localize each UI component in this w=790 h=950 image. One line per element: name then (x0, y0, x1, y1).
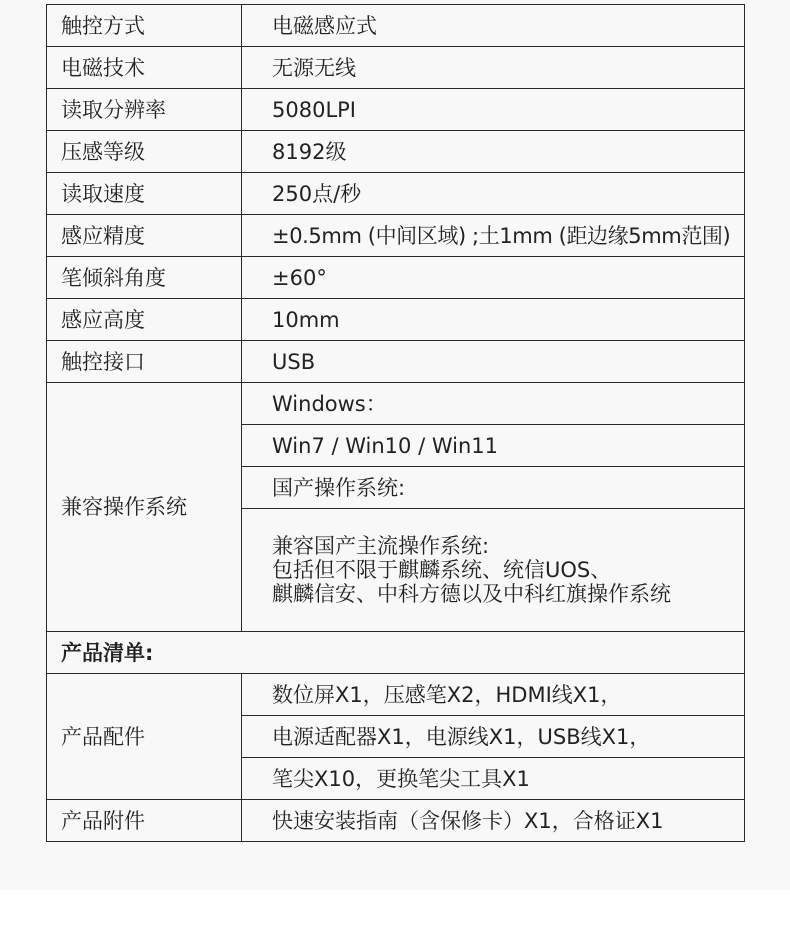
spec-label: 读取速度 (47, 173, 242, 215)
spec-value: 8192级 (242, 131, 745, 173)
table-row (47, 299, 745, 341)
table-row (47, 800, 745, 842)
table-row (47, 89, 745, 131)
attachments-label: 产品附件 (47, 800, 242, 842)
accessory-item: 数位屏X1，压感笔X2，HDMI线X1， (242, 674, 745, 716)
table-row (47, 131, 745, 173)
os-label: 兼容操作系统 (47, 383, 242, 632)
os-domestic-details (242, 509, 745, 632)
table-row (47, 215, 745, 257)
spec-value: ±0.5mm (中间区域) ;土1mm (距边缘5mm范围) (242, 215, 745, 257)
spec-value: 无源无线 (242, 47, 745, 89)
spec-value: 5080LPI (242, 89, 745, 131)
table-row (47, 632, 745, 674)
spec-label: 触控接口 (47, 341, 242, 383)
table-row (47, 47, 745, 89)
spec-value: 10mm (242, 299, 745, 341)
spec-label: 压感等级 (47, 131, 242, 173)
os-domestic-header: 国产操作系统: (242, 467, 745, 509)
table-row (47, 257, 745, 299)
table-row (47, 383, 745, 425)
table-row (47, 674, 745, 716)
spec-value: ±60° (242, 257, 745, 299)
os-windows-header: Windows： (242, 383, 745, 425)
spec-value: USB (242, 341, 745, 383)
spec-value: 电磁感应式 (242, 5, 745, 47)
table-row (47, 5, 745, 47)
os-domestic-line: 包括但不限于麒麟系统、统信UOS、 (272, 558, 612, 582)
spec-label: 感应精度 (47, 215, 242, 257)
os-domestic-line: 兼容国产主流操作系统: (272, 534, 490, 558)
accessory-item: 电源适配器X1，电源线X1，USB线X1， (242, 716, 745, 758)
accessory-item: 笔尖X10，更换笔尖工具X1 (242, 758, 745, 800)
spec-table (46, 4, 745, 842)
table-row (47, 173, 745, 215)
attachment-item: 快速安装指南（含保修卡）X1，合格证X1 (242, 800, 745, 842)
spec-label: 读取分辨率 (47, 89, 242, 131)
table-row (47, 341, 745, 383)
spec-label: 笔倾斜角度 (47, 257, 242, 299)
os-domestic-line: 麒麟信安、中科方德以及中科红旗操作系统 (272, 582, 671, 606)
spec-label: 电磁技术 (47, 47, 242, 89)
spec-value: 250点/秒 (242, 173, 745, 215)
spec-label: 感应高度 (47, 299, 242, 341)
accessories-label: 产品配件 (47, 674, 242, 800)
product-list-title: 产品清单: (47, 632, 745, 674)
os-windows-versions: Win7 / Win10 / Win11 (242, 425, 745, 467)
spec-label: 触控方式 (47, 5, 242, 47)
